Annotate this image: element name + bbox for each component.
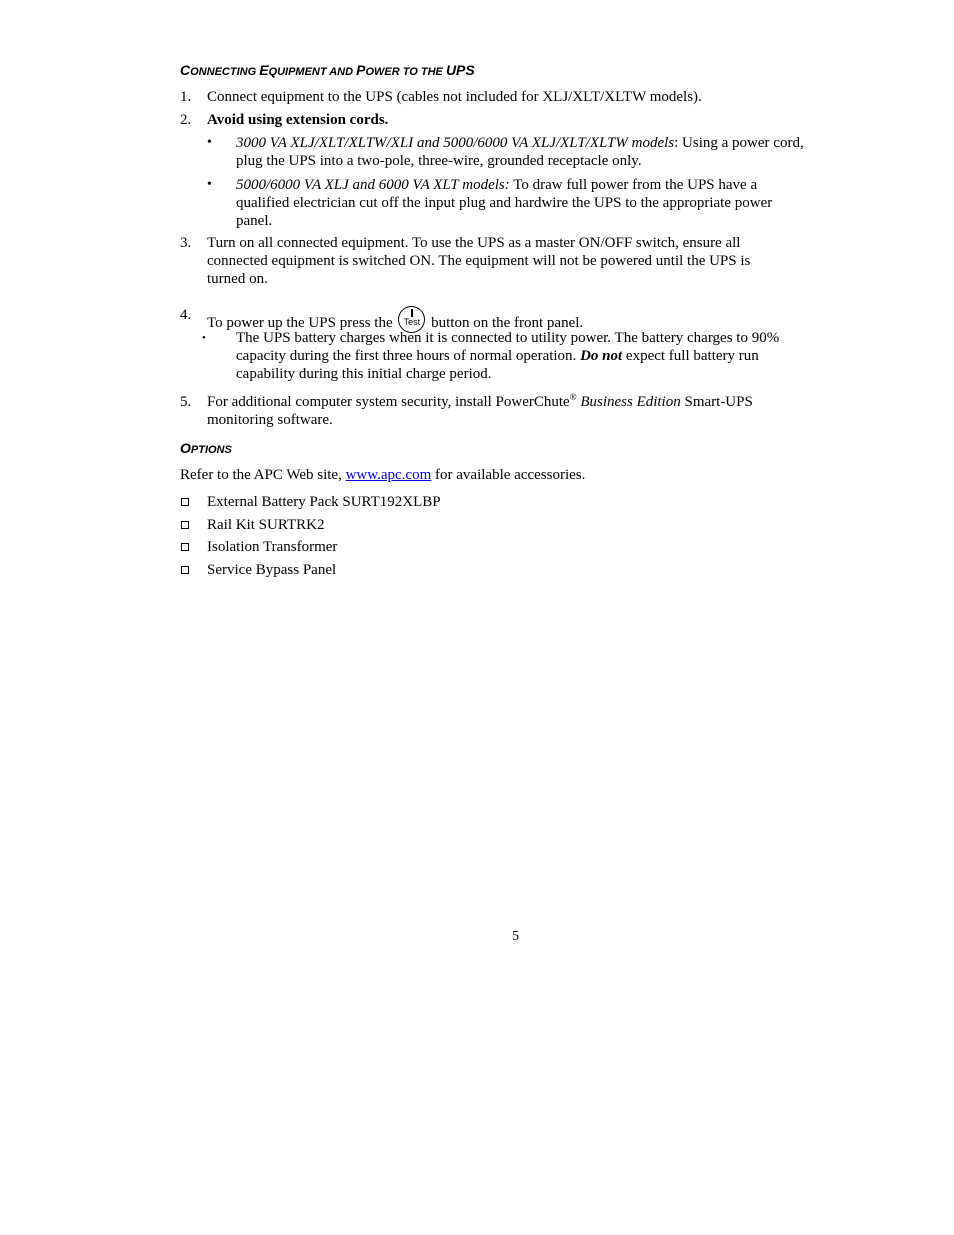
section-heading-options: OPTIONS (180, 440, 232, 456)
test-button-icon: Test (398, 306, 425, 333)
checkbox-icon (181, 543, 189, 551)
bullet-icon: • (207, 177, 212, 192)
step-2-text: Avoid using extension cords. (207, 112, 389, 128)
checkbox-icon (181, 566, 189, 574)
option-item: Service Bypass Panel (207, 562, 337, 578)
checkbox-icon (181, 498, 189, 506)
step-4-bullet: The UPS battery charges when it is connected to utility power. The battery charges to 90% capacity during the first three hours of normal operation. Do not expect full battery run capability during this initial charge period. (236, 330, 780, 382)
apc-website-link[interactable]: www.apc.com (345, 467, 432, 483)
options-intro: Refer to the APC Web site, www.apc.com for available accessories. (180, 467, 586, 483)
bullet-icon: • (207, 135, 212, 150)
section-heading-connecting: CONNECTING EQUIPMENT AND POWER TO THE UPS (180, 62, 475, 78)
option-item: External Battery Pack SURT192XLBP (207, 494, 441, 510)
step-3-text: Turn on all connected equipment. To use the UPS as a master ON/OFF switch, ensure all connected equipment is switched ON. The equipment will not be powered until the UPS is turned on. (207, 235, 751, 287)
option-item: Rail Kit SURTRK2 (207, 517, 325, 533)
step-2-bullet-1: 3000 VA XLJ/XLT/XLTW/XLI and 5000/6000 VA XLJ/XLT/XLTW models: Using a power cord, plug the UPS into a two-pole, three-wire, grounded receptacle only. (236, 135, 804, 169)
step-5-text: For additional computer system security, install PowerChute® Business Edition Smart-UPS monitoring software. (207, 392, 753, 428)
step-4-text: To power up the UPS press the Test button on the front panel. (207, 306, 807, 333)
step-2-number: 2. (180, 112, 192, 128)
option-item: Isolation Transformer (207, 539, 338, 555)
bullet-icon: • (202, 332, 206, 344)
step-5-number: 5. (180, 394, 192, 410)
step-4-number: 4. (180, 307, 192, 323)
step-3-number: 3. (180, 235, 192, 251)
page-number: 5 (512, 929, 519, 944)
step-2-bullet-2: 5000/6000 VA XLJ and 6000 VA XLT models: To draw full power from the UPS have a qualified electrician cut off the input plug and hardwire the UPS to the appropriate power panel. (236, 177, 773, 229)
step-1-text: Connect equipment to the UPS (cables not included for XLJ/XLT/XLTW models). (207, 89, 702, 105)
checkbox-icon (181, 521, 189, 529)
step-1-number: 1. (180, 89, 192, 105)
